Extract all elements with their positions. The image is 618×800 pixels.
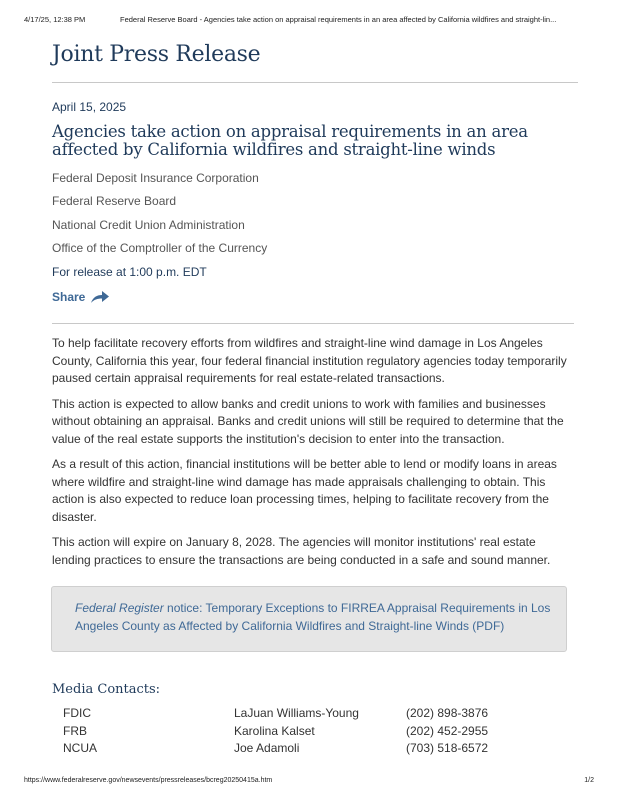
media-contacts-table <box>63 705 488 758</box>
contact-row <box>63 740 488 758</box>
agency-item: National Credit Union Administration <box>52 217 245 232</box>
contact-org: NCUA <box>63 741 98 755</box>
contact-name: Karolina Kalset <box>234 723 315 738</box>
contact-org: FRB <box>63 723 87 738</box>
contact-org: FDIC <box>63 706 91 720</box>
release-time: For release at 1:00 p.m. EDT <box>52 265 207 279</box>
contact-row <box>63 705 488 723</box>
section-heading: Joint Press Release <box>52 42 261 67</box>
print-timestamp: 4/17/25, 12:38 PM <box>24 15 86 24</box>
contact-phone: (202) 452-2955 <box>406 723 489 738</box>
contact-phone: (703) 518-6572 <box>406 741 489 755</box>
contact-name: LaJuan Williams-Young <box>234 706 359 720</box>
body-paragraph: As a result of this action, financial institutions will be better able to lend or modify loans in areas where wildfire and straight-line wind damage has made appraisals challenging to obtain. This action is also expected to reduce loan processing times, helping to facilitate recovery from the disaster. <box>52 457 557 524</box>
contact-phone: (202) 898-3876 <box>406 706 489 720</box>
agency-item: Office of the Comptroller of the Currency <box>52 240 268 255</box>
page-title: Agencies take action on appraisal requirements in an area affected by California wildfires and straight-line winds <box>52 122 528 159</box>
body-paragraph: To help facilitate recovery efforts from wildfires and straight-line wind damage in Los Angeles County, California this year, four federal financial institution regulatory agencies today temporarily paused certain appraisal requirements for real estate-related transactions. <box>52 336 567 385</box>
share-arrow-icon <box>90 290 110 304</box>
body-paragraph: This action is expected to allow banks and credit unions to work with families and businesses without obtaining an appraisal. Banks and credit unions will still be required to determine that the value of the real estate supports the institution's decision to enter into the transaction. <box>52 396 564 446</box>
press-release-body <box>52 335 577 577</box>
contact-row <box>63 723 488 741</box>
share-button[interactable] <box>52 290 110 304</box>
contact-name: Joe Adamoli <box>234 741 300 755</box>
divider <box>52 323 574 324</box>
body-paragraph: This action will expire on January 8, 2028. The agencies will monitor institutions' real estate lending practices to ensure the transactions are being conducted in a safe and sound manner. <box>52 535 551 567</box>
federal-register-notice-box <box>51 586 567 652</box>
media-contacts-title: Media Contacts: <box>52 682 161 697</box>
print-url: https://www.federalreserve.gov/newsevents/pressreleases/bcreg20250415a.htm <box>24 777 273 784</box>
share-label: Share <box>52 290 86 304</box>
release-date: April 15, 2025 <box>52 100 127 114</box>
print-page-title: Federal Reserve Board - Agencies take action on appraisal requirements in an area affected by California wildfires and straight-lin... <box>120 15 557 24</box>
divider <box>52 82 578 83</box>
agency-list <box>52 171 267 264</box>
federal-register-notice-link[interactable] <box>75 599 555 635</box>
notice-text: notice: Temporary Exceptions to FIRREA Appraisal Requirements in Los Angeles County as Affected by California Wildfires and Straight-line Winds (PDF) <box>75 601 551 633</box>
notice-italic-prefix: Federal Register <box>75 601 164 615</box>
agency-item: Federal Reserve Board <box>52 194 177 209</box>
agency-item: Federal Deposit Insurance Corporation <box>52 171 259 185</box>
page-number: 1/2 <box>584 777 594 784</box>
